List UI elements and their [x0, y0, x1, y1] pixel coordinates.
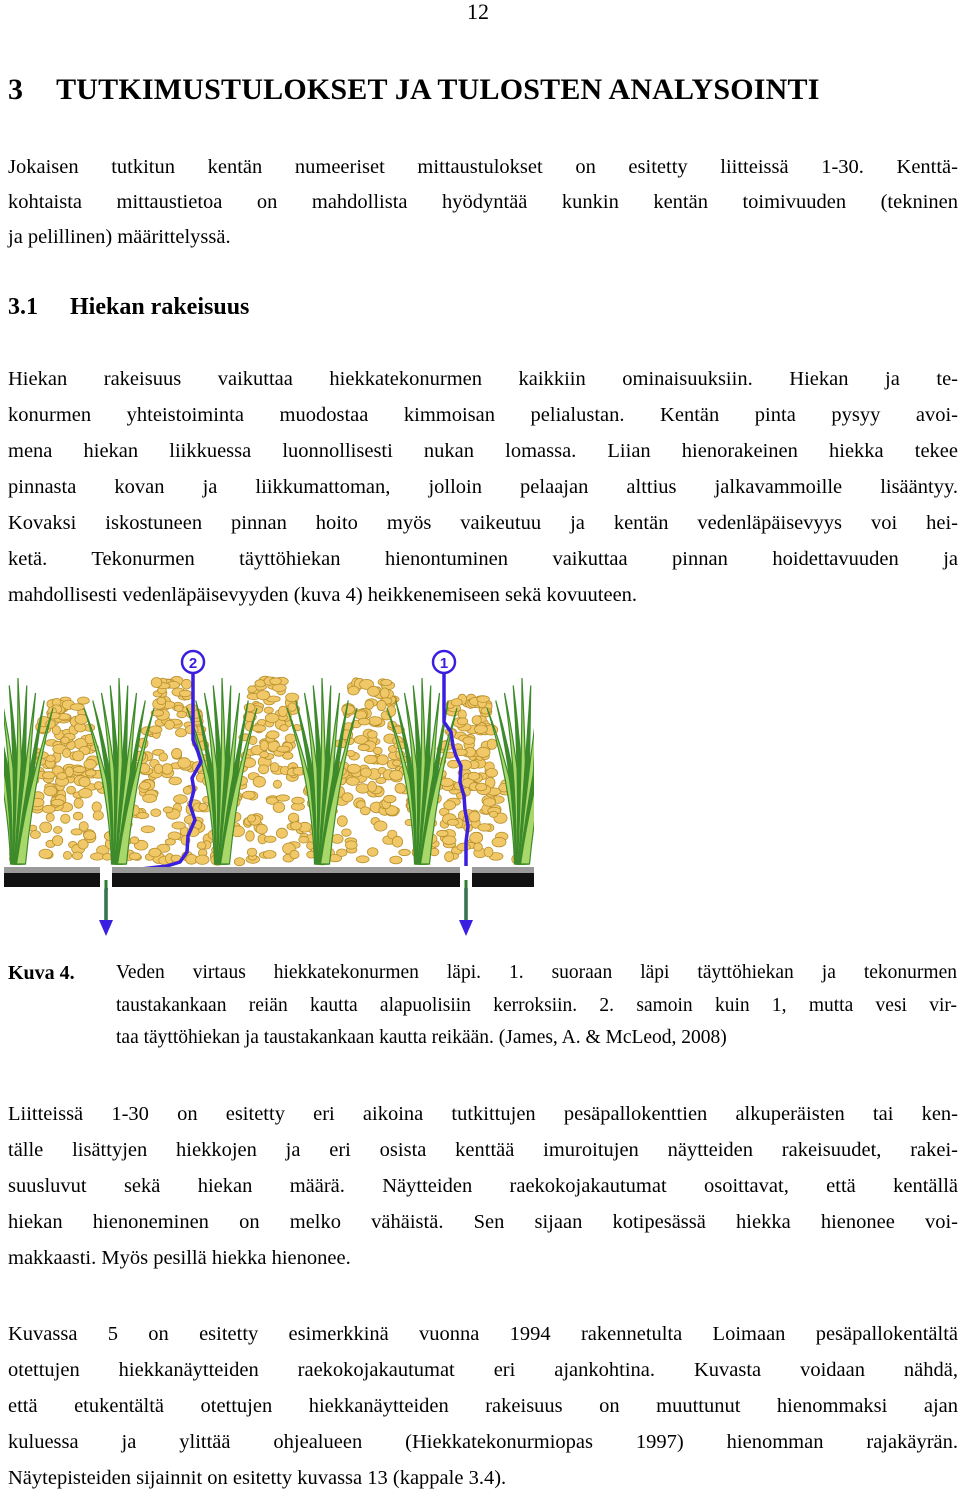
sand-grain	[159, 753, 168, 761]
section-number: 3.1	[8, 294, 38, 320]
sand-grain	[451, 699, 462, 706]
sand-grain	[62, 749, 70, 758]
sand-grain	[172, 822, 185, 829]
sand-grain	[477, 747, 490, 757]
sand-grain	[342, 793, 353, 802]
sand-grain	[52, 836, 62, 846]
sand-grain	[337, 816, 347, 827]
sand-grain	[377, 700, 386, 710]
artificial-turf-water-flow-illustration	[4, 640, 534, 940]
sand-grain	[484, 847, 493, 857]
caption-line: taustakankaan reiän kautta alapuolisiin kerroksiin. 2. samoin kuin 1, mutta vesi vir-	[116, 994, 957, 1016]
sand-grain	[457, 843, 470, 851]
sand-grain	[46, 813, 54, 821]
sand-grain	[345, 841, 357, 849]
sand-grain	[179, 690, 191, 697]
marker-2-label: 2	[188, 655, 198, 672]
marker-2	[182, 651, 204, 673]
sand-grain	[469, 811, 480, 822]
sand-grain	[165, 839, 175, 845]
sand-grain	[79, 822, 88, 832]
sand-grain	[472, 716, 481, 725]
sand-grain	[346, 777, 359, 785]
sand-grain	[276, 828, 287, 838]
sand-grain	[489, 811, 497, 817]
sand-grain	[384, 795, 396, 802]
sand-grain	[196, 855, 209, 864]
sand-grain	[86, 770, 97, 776]
sand-grain	[468, 772, 480, 780]
text-line: mahdollisesti vedenläpäisevyyden (kuva 4) heikkenemiseen sekä kovuuteen.	[8, 584, 638, 606]
text-line: Kuvassa 5 on esitetty esimerkkinä vuonna 1994 rakennetulta Loimaan pesäpallokentältä	[8, 1323, 958, 1345]
text-line: Jokaisen tutkitun kentän numeeriset mittaustulokset on esitetty liitteissä 1-30. Kenttä-	[8, 156, 958, 178]
chapter-heading	[8, 72, 820, 108]
sand-grain	[368, 686, 380, 696]
sand-grain	[61, 737, 69, 744]
text-line: tälle lisättyjen hiekkojen ja eri osista kenttää imuroitujen näytteiden rakeisuudet, rakei-	[8, 1139, 958, 1161]
sand-grain	[377, 755, 388, 765]
sand-grain	[492, 837, 506, 847]
marker-1-label: 1	[439, 655, 449, 672]
sand-grain	[234, 858, 244, 866]
sand-grain	[373, 747, 382, 754]
sand-grain	[199, 803, 208, 811]
sand-grain	[246, 831, 255, 841]
sand-grain	[291, 822, 302, 830]
sand-grain	[277, 746, 290, 752]
sand-grain	[463, 737, 475, 745]
sand-grain	[84, 759, 96, 769]
text-line: Liitteissä 1-30 on esitetty eri aikoina tutkittujen pesäpallokenttien alkuperäisten tai ken-	[8, 1103, 958, 1125]
sand-grain	[39, 849, 52, 858]
sand-grain	[54, 827, 63, 834]
sand-grain	[141, 826, 155, 833]
sand-grain	[364, 755, 377, 763]
chapter-number: 3	[8, 73, 24, 106]
caption-line: Veden virtaus hiekkatekonurmen läpi. 1. suoraan läpi täyttöhiekan ja tekonurmen	[116, 962, 957, 983]
sand-grain	[162, 764, 173, 775]
turf-backing	[4, 867, 534, 873]
sand-grain	[265, 713, 279, 722]
sand-grain	[360, 807, 370, 815]
sand-grain	[292, 797, 305, 804]
text-line: hiekan hienoneminen on melko vähäistä. Sen sijaan kotipesässä hiekka hienonee voi-	[8, 1211, 958, 1233]
sand-grain	[346, 750, 355, 756]
sand-grain	[356, 856, 369, 863]
sand-grain	[72, 852, 82, 860]
sand-grain	[130, 837, 139, 844]
sand-grain	[264, 707, 273, 713]
sand-grain	[374, 821, 387, 831]
sand-grain	[337, 849, 347, 856]
text-line: suusluvut sekä hiekan määrä. Näytteiden raekokojakautumat osoittavat, että kentällä	[8, 1175, 958, 1197]
sand-grain	[178, 758, 191, 769]
sand-grain	[149, 726, 162, 733]
sand-grain	[78, 697, 90, 704]
sand-grain	[367, 848, 378, 857]
text-line: että etukentältä otettujen hiekkanäytteiden rakeisuus on muuttunut hienommaksi ajan	[8, 1395, 958, 1417]
sand-grain	[70, 704, 84, 711]
sand-grain	[40, 822, 52, 833]
sand-grain	[57, 773, 67, 780]
text-line: Hiekan rakeisuus vaikuttaa hiekkatekonurmen kaikkiin ominaisuuksiin. Hiekan ja te-	[8, 368, 958, 390]
sand-grain	[44, 786, 57, 796]
sand-grain	[342, 829, 352, 836]
section-paragraph	[8, 361, 958, 613]
sand-grain	[273, 780, 281, 788]
flow-arrow-2	[99, 920, 113, 936]
sand-grain	[348, 686, 359, 695]
sand-grain	[440, 778, 453, 786]
sand-grain	[288, 703, 296, 711]
base-layer	[4, 873, 534, 887]
sand-grain	[347, 764, 360, 773]
sand-grain	[91, 853, 105, 860]
sand-grain	[342, 705, 355, 714]
sand-grain	[174, 795, 188, 804]
loimaa-paragraph	[8, 1316, 958, 1496]
sand-grain	[368, 781, 377, 792]
sand-grain	[356, 784, 369, 794]
text-line: makkaasti. Myös pesillä hiekka hienonee.	[8, 1247, 351, 1269]
sand-grain	[390, 770, 403, 780]
sand-grain	[259, 765, 269, 774]
sand-grain	[390, 856, 402, 864]
sand-grain	[197, 842, 206, 849]
sand-grain	[286, 693, 299, 702]
sand-grain	[273, 802, 285, 812]
sand-grain	[487, 739, 497, 749]
sand-grain	[151, 809, 161, 817]
sand-grain	[252, 725, 266, 732]
sand-grain	[183, 787, 192, 795]
sand-grain	[172, 748, 182, 758]
text-line: otettujen hiekkanäytteiden raekokojakautumat eri ajankohtina. Kuvasta voidaan nähdä,	[8, 1359, 958, 1381]
sand-grain	[358, 718, 370, 725]
sand-grain	[442, 836, 456, 845]
sand-grain	[73, 766, 86, 772]
sand-grain	[149, 848, 161, 857]
sand-grain	[256, 824, 267, 834]
text-line: pinnasta kovan ja liikkumattoman, jolloin pelaajan alttius jalkavammoille lisääntyy.	[8, 476, 958, 498]
sand-grain	[163, 807, 173, 813]
sand-grain	[445, 852, 454, 862]
sand-grain	[51, 799, 64, 805]
text-line: ja pelillinen) määrittelyssä.	[8, 226, 231, 248]
sand-grain	[437, 830, 448, 836]
chapter-title: TUTKIMUSTULOKSET JA TULOSTEN ANALYSOINTI	[56, 73, 820, 106]
flow-arrow-1	[459, 920, 473, 936]
sand-grain	[79, 788, 92, 798]
sand-grain	[365, 700, 374, 709]
sand-grain	[260, 740, 268, 750]
sand-grain	[263, 851, 276, 859]
sand-grain	[279, 706, 288, 717]
sand-grain	[93, 811, 103, 820]
sand-grain	[63, 851, 71, 859]
sand-grain	[157, 697, 166, 704]
base-layers	[4, 866, 534, 920]
sand-grain	[486, 768, 498, 777]
sand-grain	[447, 819, 458, 825]
sand-grain	[332, 834, 344, 843]
sand-grain	[43, 772, 56, 779]
sand-grain	[270, 678, 282, 685]
sand-grain	[380, 688, 389, 698]
appendix-paragraph	[8, 1096, 958, 1276]
sand-grain	[395, 783, 405, 793]
sand-grain	[175, 705, 184, 711]
section-heading	[8, 292, 249, 322]
sand-grain	[78, 840, 88, 850]
sand-grain	[84, 831, 96, 840]
text-line: mena hiekan liikkuessa luonnollisesti nukan lomassa. Liian hienorakeinen hiekka tekee	[8, 440, 958, 462]
sand-grain	[264, 836, 276, 842]
sand-grain	[129, 853, 140, 860]
sand-grain	[399, 849, 411, 855]
sand-grain	[288, 813, 298, 822]
sand-grain	[358, 744, 369, 750]
sand-grain	[151, 678, 162, 688]
sand-grain	[165, 720, 175, 729]
sand-grain	[177, 711, 187, 718]
sand-grain	[392, 836, 402, 847]
sand-grain	[474, 843, 483, 851]
figure-caption-label: Kuva 4.	[8, 962, 75, 984]
sand-grain	[94, 782, 103, 790]
marker-1	[433, 651, 455, 673]
sand-grain	[247, 815, 255, 822]
sand-grain	[272, 684, 286, 691]
sand-grain	[169, 777, 182, 785]
sand-grain	[74, 798, 83, 808]
text-line: Näytepisteiden sijainnit on esitetty kuvassa 13 (kappale 3.4).	[8, 1467, 507, 1489]
sand-grain	[247, 848, 257, 856]
sand-grain	[276, 795, 289, 801]
sand-grain	[73, 751, 84, 761]
sand-grain	[381, 679, 392, 685]
sand-grain	[267, 731, 279, 739]
sand-grain	[270, 763, 279, 772]
page-number: 12	[467, 0, 489, 24]
sand-grain	[248, 686, 257, 693]
sand-grain	[478, 824, 491, 832]
sand-grain	[290, 850, 299, 858]
sand-grain	[393, 760, 401, 766]
sand-grain	[280, 725, 288, 732]
sand-grain	[477, 696, 490, 703]
sand-grain	[79, 777, 90, 787]
sand-grain	[257, 691, 270, 700]
text-line: kuluessa ja ylittää ohjealueen (Hiekkatekonurmiopas 1997) hienomman rajakäyrän.	[8, 1431, 958, 1453]
section-title: Hiekan rakeisuus	[70, 294, 250, 320]
sand-grain	[61, 814, 70, 823]
sand-grain	[30, 831, 40, 839]
sand-grain	[42, 805, 55, 813]
sand-grain	[260, 752, 269, 758]
sand-grain	[242, 791, 255, 799]
sand-grain	[369, 717, 382, 726]
sand-grain	[92, 802, 101, 812]
sand-grain	[483, 798, 496, 806]
turf-drawing	[4, 640, 534, 940]
sand-grain	[182, 679, 192, 689]
sand-grain	[73, 812, 83, 820]
sand-grain	[474, 725, 487, 733]
sand-grain	[470, 832, 483, 843]
sand-grain	[361, 768, 372, 777]
sand-grain	[368, 731, 378, 738]
sand-grain	[476, 783, 487, 791]
sand-grain	[143, 794, 157, 802]
sand-grain	[140, 782, 151, 789]
text-line: Kovaksi iskostuneen pinnan hoito myös vaikeutuu ja kentän vedenläpäisevyys voi hei-	[8, 512, 958, 534]
sand-grain	[457, 718, 467, 725]
caption-line: taa täyttöhiekan ja taustakankaan kautta reikään. (James, A. & McLeod, 2008)	[116, 1027, 727, 1048]
text-line: konurmen yhteistoiminta muodostaa kimmoisan pelialustan. Kentän pinta pysyy avoi-	[8, 404, 958, 426]
sand-grain	[253, 776, 265, 787]
intro-paragraph	[8, 150, 958, 255]
sand-grain	[154, 764, 162, 773]
text-line: kohtaista mittaustietoa on mahdollista hyödyntää kunkin kentän toimivuuden (tekninen	[8, 191, 958, 213]
sand-grain	[299, 836, 309, 843]
sand-grain	[444, 801, 456, 810]
figure-caption	[116, 957, 957, 1055]
text-line: ketä. Tekonurmen täyttöhiekan hienontuminen vaikuttaa pinnan hoidettavuuden ja	[8, 548, 958, 570]
